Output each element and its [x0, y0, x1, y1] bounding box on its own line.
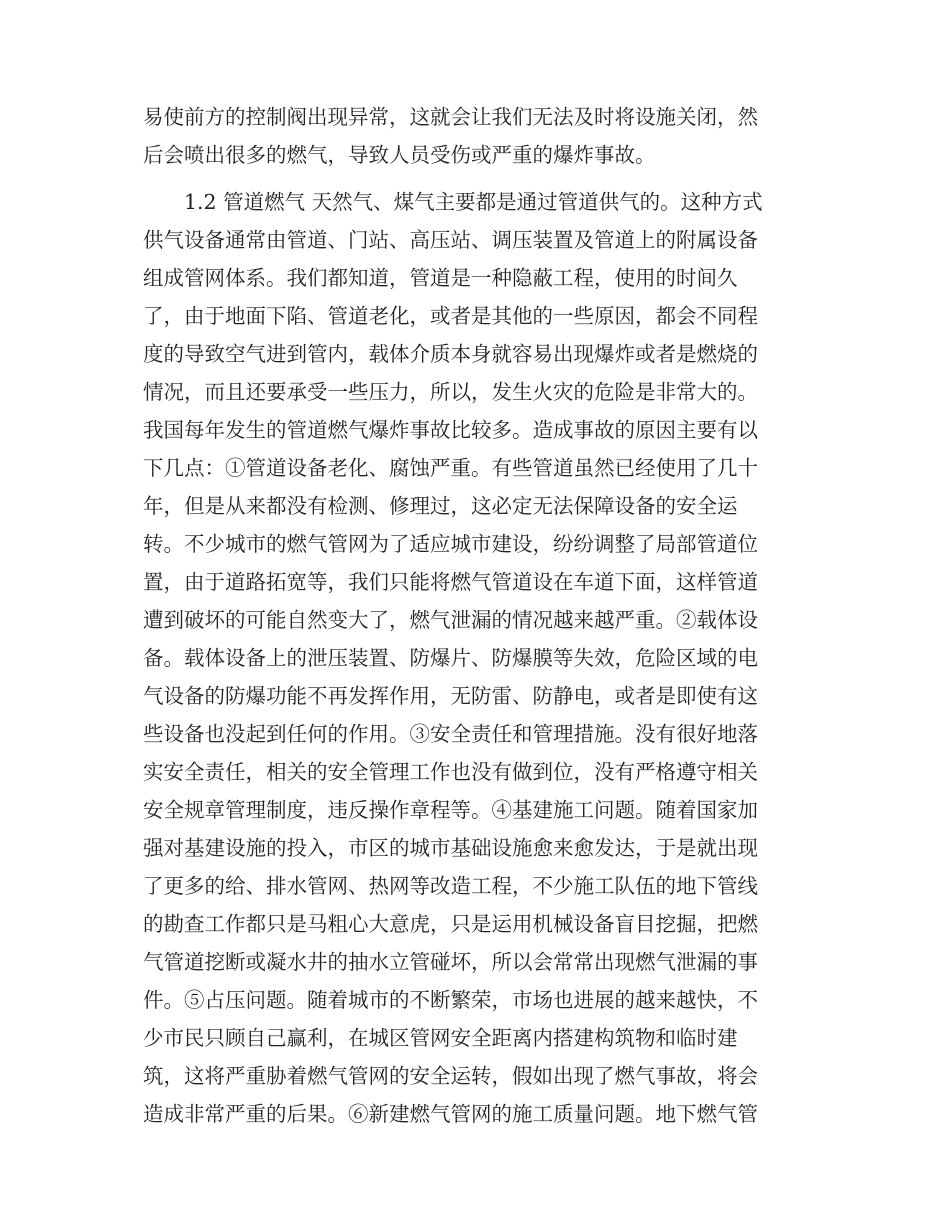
text-line: 度的导致空气进到管内，载体介质本身就容易出现爆炸或者是燃烧的: [143, 342, 758, 366]
text-line: 遭到破坏的可能自然变大了，燃气泄漏的情况越来越严重。②载体设: [143, 608, 758, 632]
text-line: 筑，这将严重胁着燃气管网的安全运转，假如出现了燃气事故，将会: [143, 1064, 758, 1088]
text-line: 的勘查工作都只是马粗心大意虎，只是运用机械设备盲目挖掘，把燃: [143, 912, 758, 936]
text-line: 置，由于道路拓宽等，我们只能将燃气管道设在车道下面，这样管道: [143, 570, 758, 594]
text-line: 转。不少城市的燃气管网为了适应城市建设，纷纷调整了局部管道位: [143, 532, 758, 556]
paragraph-gap: [143, 174, 808, 183]
paragraph-continuation: [143, 98, 808, 174]
text-line: 些设备也没起到任何的作用。③安全责任和管理措施。没有很好地落: [143, 722, 758, 746]
text-line: 后会喷出很多的燃气，导致人员受伤或严重的爆炸事故。: [143, 143, 656, 167]
text-line: 实安全责任，相关的安全管理工作也没有做到位，没有严格遵守相关: [143, 760, 758, 784]
text-line: 组成管网体系。我们都知道，管道是一种隐蔽工程，使用的时间久: [143, 266, 738, 290]
text-line: 供气设备通常由管道、门站、高压站、调压装置及管道上的附属设备: [143, 228, 758, 252]
text-line: 少市民只顾自己赢利，在城区管网安全距离内搭建构筑物和临时建: [143, 1026, 738, 1050]
text-line: 件。⑤占压问题。随着城市的不断繁荣，市场也进展的越来越快，不: [143, 988, 758, 1012]
text-line: 我国每年发生的管道燃气爆炸事故比较多。造成事故的原因主要有以: [143, 418, 758, 442]
text-line: 易使前方的控制阀出现异常，这就会让我们无法及时将设施关闭，然: [143, 105, 758, 129]
text-line: 造成非常严重的后果。⑥新建燃气管网的施工质量问题。地下燃气管: [143, 1102, 758, 1126]
text-line: 年，但是从来都没有检测、修理过，这必定无法保障设备的安全运: [143, 494, 738, 518]
text-line: 气管道挖断或凝水井的抽水立管碰坏，所以会常常出现燃气泄漏的事: [143, 950, 758, 974]
section-heading-line: 1.2 管道燃气 天然气、煤气主要都是通过管道供气的。这种方式: [184, 190, 763, 214]
text-line: 情况，而且还要承受一些压力，所以，发生火灾的危险是非常大的。: [143, 380, 758, 404]
text-line: 下几点：①管道设备老化、腐蚀严重。有些管道虽然已经使用了几十: [143, 456, 758, 480]
text-line: 安全规章管理制度，违反操作章程等。④基建施工问题。随着国家加: [143, 798, 758, 822]
text-line: 气设备的防爆功能不再发挥作用，无防雷、防静电，或者是即使有这: [143, 684, 758, 708]
document-page: [143, 98, 808, 1133]
text-line: 了，由于地面下陷、管道老化，或者是其他的一些原因，都会不同程: [143, 304, 758, 328]
text-line: 备。载体设备上的泄压装置、防爆片、防爆膜等失效，危险区域的电: [143, 646, 758, 670]
paragraph-pipeline-gas: [143, 183, 808, 1133]
text-line: 了更多的给、排水管网、热网等改造工程，不少施工队伍的地下管线: [143, 874, 758, 898]
text-line: 强对基建设施的投入，市区的城市基础设施愈来愈发达，于是就出现: [143, 836, 758, 860]
